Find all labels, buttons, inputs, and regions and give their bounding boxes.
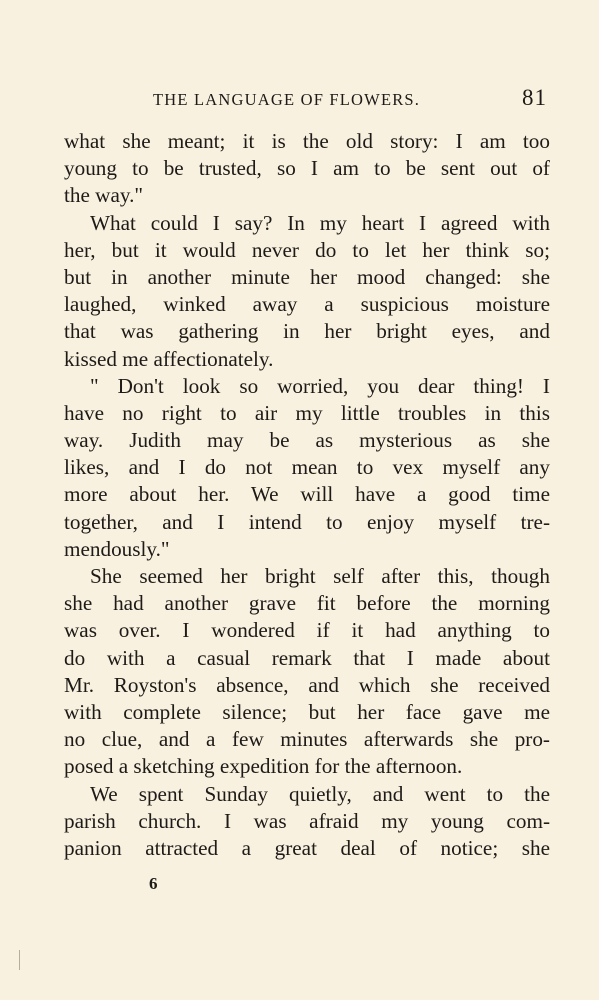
text-line: more about her. We will have a good time [64, 482, 550, 507]
text-line: She seemed her bright self after this, though [90, 564, 550, 588]
text-line: do with a casual remark that I made about [64, 645, 550, 670]
text-line: Mr. Royston's absence, and which she received [64, 672, 550, 697]
text-line: way. Judith may be as mysterious as she [64, 428, 550, 453]
text-line: young to be trusted, so I am to be sent out of [64, 156, 550, 181]
text-line: What could I say? In my heart I agreed with [90, 210, 550, 235]
text-line: what she meant; it is the old story: I am too [64, 129, 550, 153]
page-edge-mark [19, 950, 20, 970]
text-line: that was gathering in her bright eyes, and [64, 319, 550, 344]
header-title: THE LANGUAGE OF FLOWERS. [153, 90, 421, 109]
text-line: " Don't look so worried, you dear thing! I [90, 373, 550, 398]
text-line: have no right to air my little troubles in this [64, 400, 550, 425]
text-line: We spent Sunday quietly, and went to the [90, 781, 550, 806]
signature-mark: 6 [149, 874, 158, 893]
page-number: 81 [522, 85, 547, 110]
text-line: was over. I wondered if it had anything to [64, 618, 550, 643]
text-line: likes, and I do not mean to vex myself any [64, 455, 550, 480]
text-line: together, and I intend to enjoy myself tre- [64, 509, 550, 534]
text-line: panion attracted a great deal of notice; she [64, 835, 550, 860]
text-line: she had another grave fit before the morning [64, 591, 550, 616]
text-line: but in another minute her mood changed: she [64, 264, 550, 289]
running-header [64, 86, 547, 116]
body-text [64, 128, 550, 862]
text-line: with complete silence; but her face gave me [64, 699, 550, 724]
text-line: the way." [64, 183, 144, 208]
text-line: kissed me affectionately. [64, 346, 274, 371]
text-line: her, but it would never do to let her think so; [64, 237, 550, 262]
text-line: mendously." [64, 536, 170, 561]
text-line: posed a sketching expedition for the afternoon. [64, 754, 463, 779]
text-line: no clue, and a few minutes afterwards she pro- [64, 727, 550, 752]
text-line: parish church. I was afraid my young com- [64, 808, 550, 833]
text-line: laughed, winked away a suspicious moisture [64, 292, 550, 317]
